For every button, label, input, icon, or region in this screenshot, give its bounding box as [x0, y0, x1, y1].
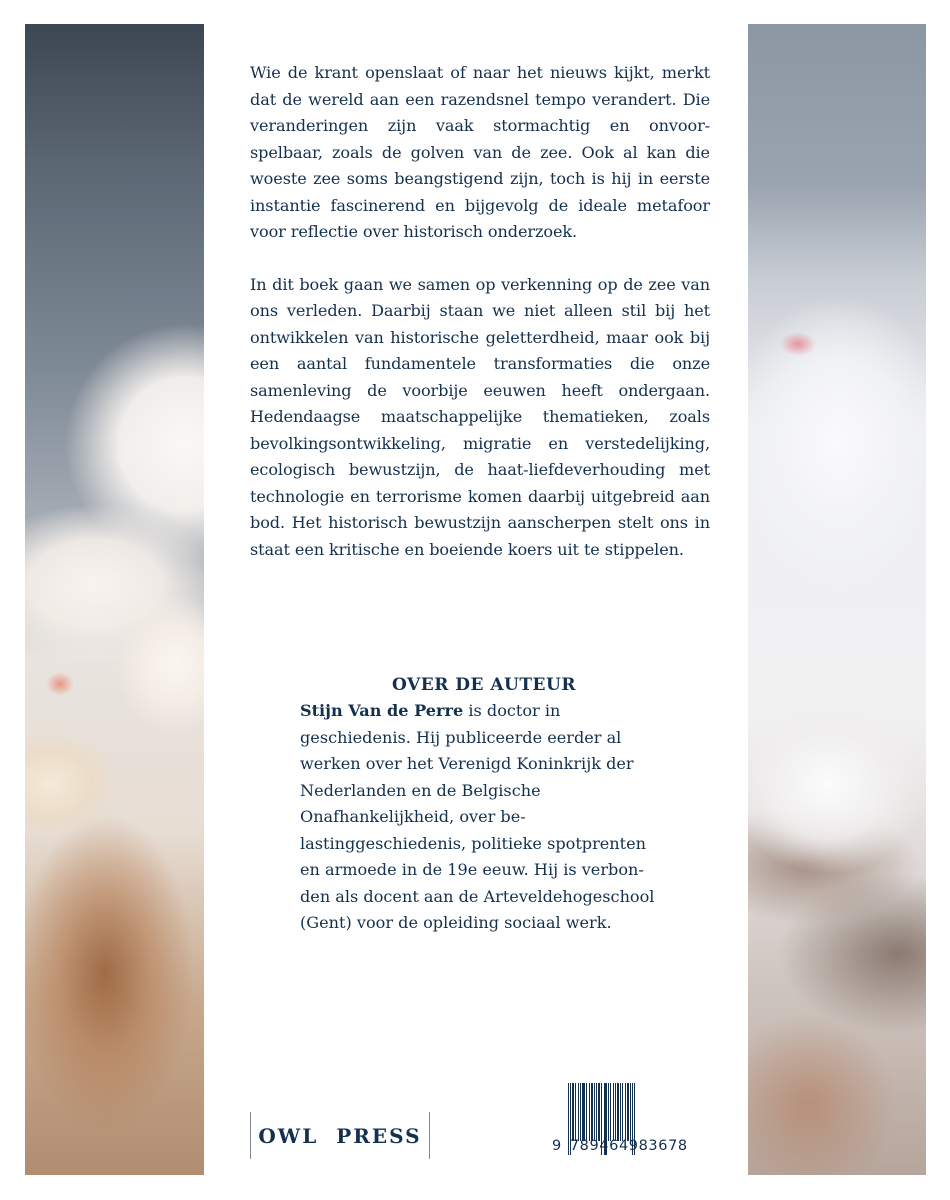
blurb: [250, 60, 710, 563]
author-bio-text: is doctor in geschiedenis. Hij publiceerde eerder al werken over het Verenigd Koninkrijk der Nederlanden en de Belgische Onafhankelijkheid, over be-lastinggeschiedenis, politieke spotprenten en armoede in de 19e eeuw. Hij is verbon-den als docent aan de Arteveldehogeschool (Gent) voor de opleiding sociaal werk.: [300, 701, 655, 932]
barcode-number: 789464983678: [569, 1138, 688, 1154]
barcode-first-digit: 9: [552, 1138, 562, 1154]
right-shell-photo: [748, 24, 926, 1175]
isbn-barcode: [552, 1083, 712, 1163]
blurb-paragraph-2: In dit boek gaan we samen op verkenning op de zee van ons verleden. Daarbij staan we niet alleen stil bij het ontwikkelen van historische geletterdheid, maar ook bij een aantal fundamentele transformaties die onze samenleving de voorbije eeuwen heeft ondergaan. Hedendaagse maatschappelijke thematieken, zoals bevolkingsontwikkeling, migratie en verstedelijking, ecologisch bewustzijn, de haat-liefdeverhouding met technologie en terrorisme komen daarbij uitgebreid aan bod. Het historisch bewustzijn aanscherpen stelt ons in staat een kritische en boeiende koers uit te stippelen.: [250, 274, 710, 559]
about-author-section: [300, 672, 660, 937]
publisher-name: OWL PRESS: [258, 1123, 422, 1148]
about-author-heading: OVER DE AUTEUR: [392, 675, 576, 695]
left-shell-photo: [25, 24, 204, 1175]
publisher-logo: [250, 1112, 430, 1159]
author-name: Stijn Van de Perre: [300, 701, 464, 720]
author-bio: [300, 698, 660, 937]
blurb-paragraph-1: Wie de krant openslaat of naar het nieuws kijkt, merkt dat de wereld aan een razendsnel tempo verandert. Die veranderingen zijn vaak stormachtig en onvoor-spelbaar, zoals de golven van de zee. Ook al kan die woeste zee soms beangstigend zijn, toch is hij in eerste instantie fascinerend en bijgevolg de ideale metafoor voor reflectie over historisch onderzoek.: [250, 63, 710, 241]
barcode-digits: [552, 1138, 688, 1154]
